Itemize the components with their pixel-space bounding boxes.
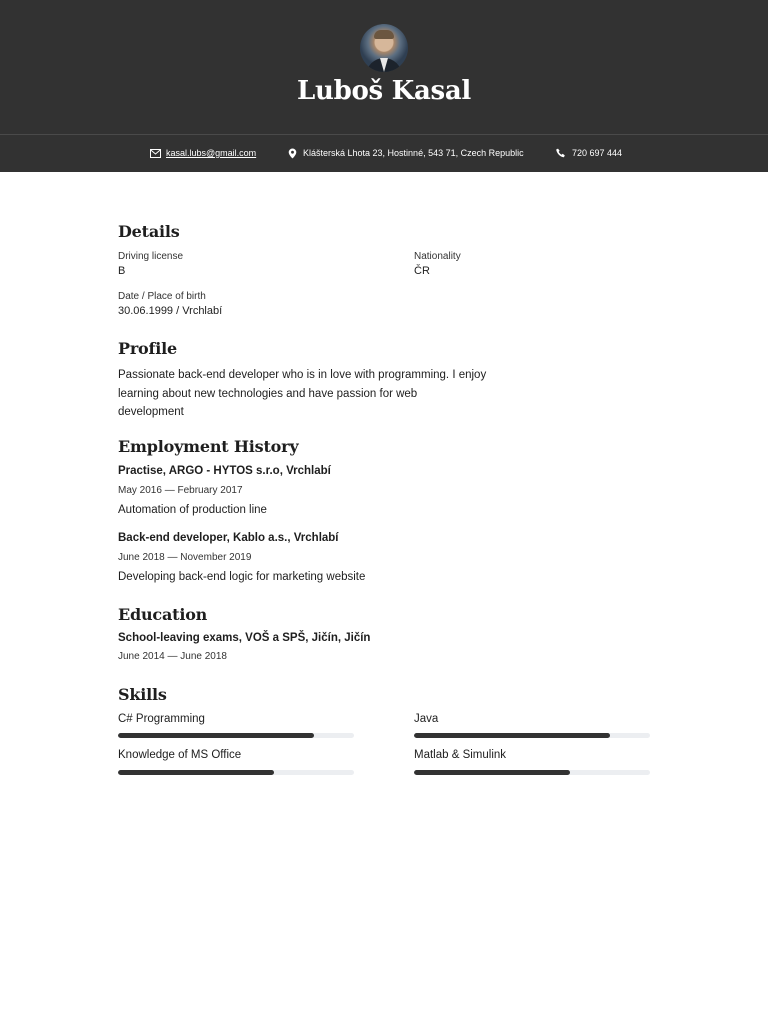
details-heading: Details (118, 222, 180, 241)
birth-value: 30.06.1999 / Vrchlabí (118, 305, 223, 317)
skill-name: Java (414, 713, 439, 725)
skill-bar (118, 733, 354, 738)
skill-bar-fill (414, 770, 570, 775)
job-dates: May 2016 — February 2017 (118, 485, 243, 496)
skill-bar (118, 770, 354, 775)
job-description: Developing back-end logic for marketing website (118, 571, 366, 583)
job-dates: June 2018 — November 2019 (118, 552, 252, 563)
phone-icon (555, 147, 567, 159)
driving-license-label: Driving license (118, 251, 184, 262)
contact-email[interactable] (149, 146, 256, 160)
nationality-value: ČR (414, 265, 430, 277)
skill-bar-fill (414, 733, 610, 738)
driving-license (118, 251, 183, 277)
skill-bar-fill (118, 733, 314, 738)
driving-license-value: B (118, 265, 126, 277)
skill-bar (414, 770, 650, 775)
email-link[interactable]: kasal.lubs@gmail.com (166, 148, 257, 158)
profile-line: Passionate back-end developer who is in love with programming. I enjoy (118, 369, 487, 381)
birth-info (118, 291, 222, 317)
nationality-label: Nationality (414, 251, 461, 262)
nationality (414, 251, 461, 277)
address-text: Klášterská Lhota 23, Hostinné, 543 71, Czech Republic (303, 148, 524, 158)
employment-heading: Employment History (118, 437, 299, 456)
phone-text: 720 697 444 (572, 148, 623, 158)
job-title: Back-end developer, Kablo a.s., Vrchlabí (118, 532, 339, 544)
avatar (360, 24, 408, 72)
skill-name: Knowledge of MS Office (118, 749, 242, 761)
birth-label: Date / Place of birth (118, 291, 206, 302)
job-description: Automation of production line (118, 504, 267, 516)
skill-bar-fill (118, 770, 274, 775)
contact-address (286, 146, 524, 160)
contact-phone (555, 146, 622, 160)
location-pin-icon (286, 147, 298, 159)
education-heading: Education (118, 605, 208, 624)
skill-bar (414, 733, 650, 738)
profile-heading: Profile (118, 339, 177, 358)
person-name: Luboš Kasal (297, 76, 471, 106)
resume-header (0, 0, 768, 172)
skills-heading: Skills (118, 685, 167, 704)
skill-name: Matlab & Simulink (414, 749, 507, 761)
contact-bar (0, 134, 768, 172)
profile-line: learning about new technologies and have passion for web (118, 387, 418, 400)
mail-icon (149, 147, 161, 159)
job-title: Practise, ARGO - HYTOS s.r.o, Vrchlabí (118, 465, 331, 477)
profile-line: development (118, 406, 184, 418)
profile-summary (118, 366, 518, 422)
education-dates: June 2014 — June 2018 (118, 651, 227, 662)
skill-name: C# Programming (118, 713, 205, 725)
education-title: School-leaving exams, VOŠ a SPŠ, Jičín, Jičín (118, 632, 371, 644)
